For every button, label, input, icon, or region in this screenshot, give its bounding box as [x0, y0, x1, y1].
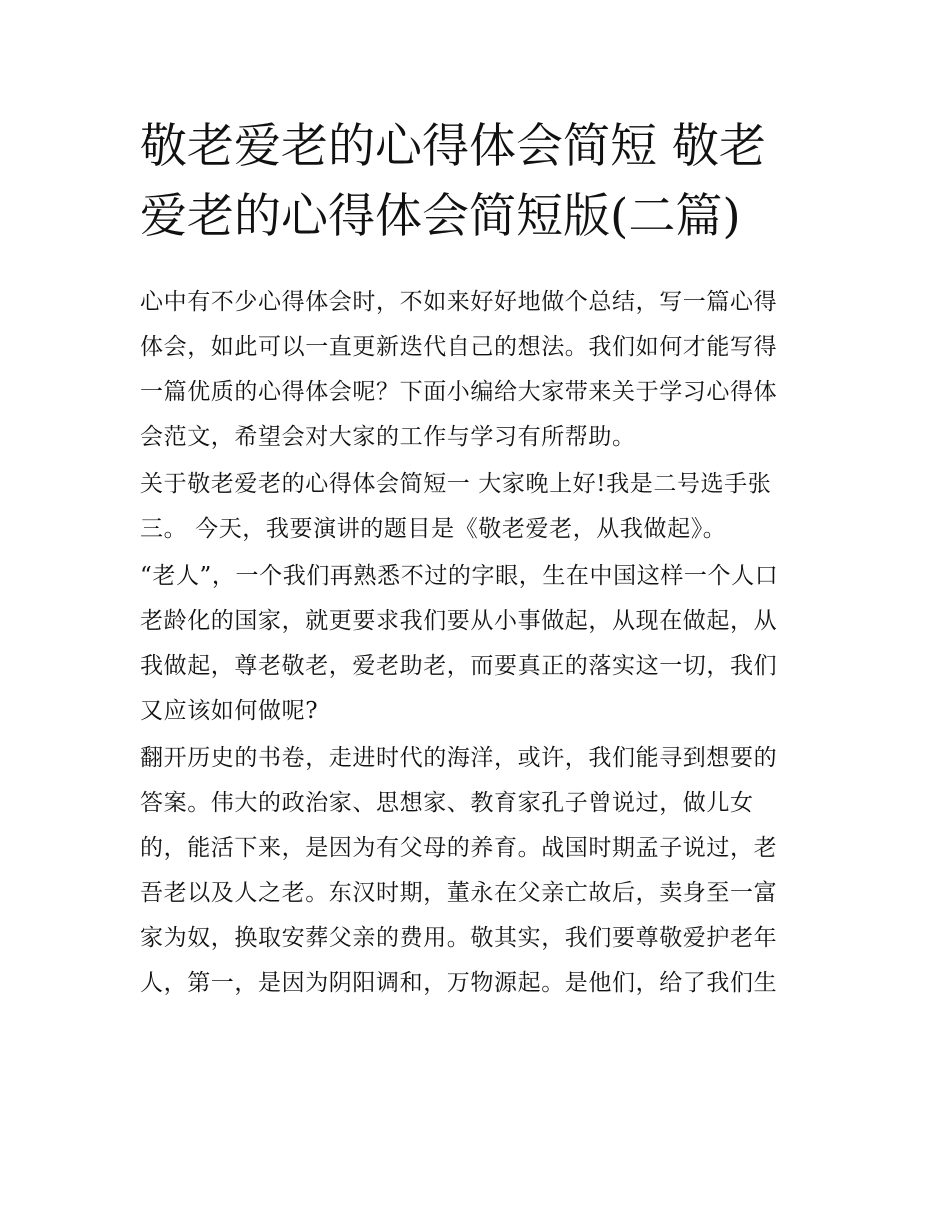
- paragraph-speech-opening: [140, 462, 820, 552]
- text-line: 会范文，希望会对大家的工作与学习有所帮助。: [140, 424, 636, 450]
- paragraph-history: [140, 736, 820, 1006]
- text-line: 家为奴，换取安葬父亲的费用。敬其实，我们要尊敬爱护老年: [140, 925, 778, 951]
- paragraph-intro: [140, 280, 820, 460]
- text-line: “老人”，一个我们再熟悉不过的字眼，生在中国这样一个人口: [140, 563, 779, 589]
- text-line: 吾老以及人之老。东汉时期，董永在父亲亡故后，卖身至一富: [140, 880, 778, 906]
- text-line: 人，第一，是因为阴阳调和，万物源起。是他们，给了我们生: [140, 970, 778, 996]
- text-line: 体会，如此可以一直更新迭代自己的想法。我们如何才能写得: [140, 334, 778, 360]
- title-line: 爱老的心得体会简短版(二篇): [140, 189, 741, 244]
- text-line: 心中有不少心得体会时，不如来好好地做个总结，写一篇心得: [140, 289, 778, 315]
- title-line: 敬老爱老的心得体会简短 敬老: [140, 119, 766, 174]
- text-line: 答案。伟大的政治家、思想家、教育家孔子曾说过，做儿女: [140, 790, 754, 816]
- text-line: 的，能活下来，是因为有父母的养育。战国时期孟子说过，老: [140, 835, 778, 861]
- text-line: 一篇优质的心得体会呢？下面小编给大家带来关于学习心得体: [140, 379, 778, 405]
- text-line: 老龄化的国家，就更要求我们要从小事做起，从现在做起，从: [140, 608, 778, 634]
- text-line: 我做起，尊老敬老，爱老助老，而要真正的落实这一切，我们: [140, 653, 778, 679]
- document-title: [140, 112, 820, 252]
- paragraph-elderly: [140, 554, 820, 734]
- document-body: [140, 280, 820, 1008]
- text-line: 关于敬老爱老的心得体会简短一 大家晚上好!我是二号选手张: [140, 471, 772, 497]
- text-line: 翻开历史的书卷，走进时代的海洋，或许，我们能寻到想要的: [140, 745, 778, 771]
- text-line: 三。 今天，我要演讲的题目是《敬老爱老，从我做起》。: [140, 516, 727, 542]
- text-line: 又应该如何做呢?: [140, 698, 319, 724]
